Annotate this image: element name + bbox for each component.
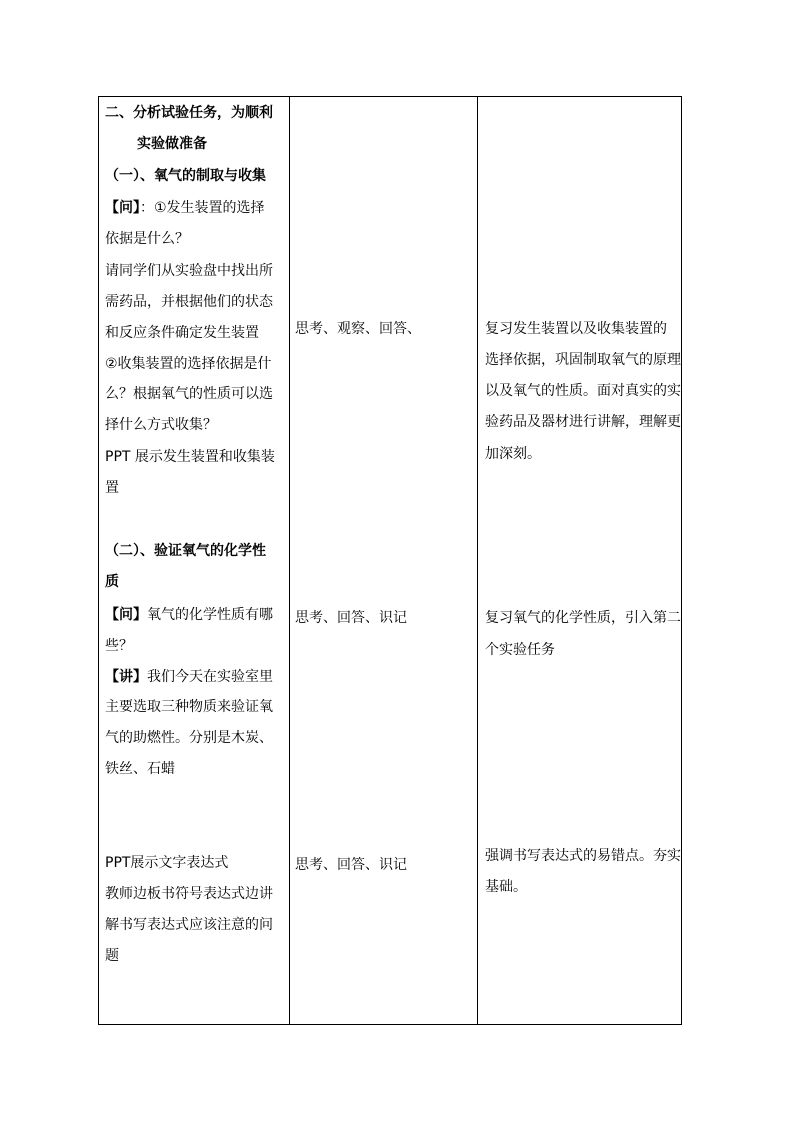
sub1-line5: 和反应条件确定发生装置 (105, 325, 259, 341)
sub2-jiang-line3: 气的助燃性。分别是木炭、 (105, 730, 273, 746)
lecture-label: 【讲】 (105, 669, 147, 685)
sub2-jiang-line4: 铁丝、石蜡 (105, 761, 175, 777)
sub2-question-line1: 【问】氧气的化学性质有哪 (105, 607, 273, 623)
sub1-line10: 置 (105, 480, 119, 496)
section2-title-line1: 二、分析试验任务，为顺利 (105, 105, 273, 121)
intent1-line4: 验药品及器材进行讲解，理解更 (485, 414, 681, 430)
sub3-line3: 解书写表达式应该注意的问 (105, 917, 273, 933)
sub1-question-line2: 依据是什么？ (105, 231, 189, 247)
sub1-line3: 请同学们从实验盘中找出所 (105, 263, 273, 279)
intent3-line2: 基础。 (485, 879, 527, 895)
intent1-line1: 复习发生装置以及收集装置的 (485, 321, 667, 337)
sub1-line7: 么？根据氧气的性质可以选 (105, 386, 273, 402)
intent2-line2: 个实验任务 (485, 642, 555, 658)
question-label: 【问】 (105, 200, 140, 216)
section2-title-line2: 实验做准备 (137, 136, 207, 152)
sub1-line4: 需药品，并根据他们的状态 (105, 294, 273, 310)
sub2-jiang-line2: 主要选取三种物质来验证氧 (105, 699, 273, 715)
sub1-question-line1: 【问】：①发生装置的选择 (105, 200, 265, 216)
question-label: 【问】 (105, 607, 147, 623)
column-divider-2 (477, 97, 478, 1024)
intent2-line1: 复习氧气的化学性质，引入第二 (485, 610, 681, 626)
design-intent-cell (485, 97, 679, 1024)
intent3-line1: 强调书写表达式的易错点。夯实 (485, 848, 681, 864)
student-activity-cell (295, 97, 473, 1024)
intent1-line3: 以及氧气的性质。面对真实的实 (485, 383, 681, 399)
student-activity-2: 思考、回答、识记 (295, 610, 407, 626)
sub3-line4: 题 (105, 948, 119, 964)
sub1-line8: 择什么方式收集？ (105, 417, 217, 433)
sub2-jiang-line1: 【讲】我们今天在实验室里 (105, 669, 273, 685)
intent1-line2: 选择依据，巩固制取氧气的原理 (485, 352, 681, 368)
sub2-title-line2: 质 (105, 574, 119, 590)
sub3-line1: PPT展示文字表达式 (105, 855, 229, 871)
teacher-activity-cell (105, 97, 287, 1024)
sub1-title: （一）、氧气的制取与收集 (105, 168, 266, 184)
lesson-plan-table (98, 96, 682, 1025)
sub2-question-line2: 些？ (105, 638, 133, 654)
sub1-line6: ②收集装置的选择依据是什 (105, 356, 272, 372)
sub3-line2: 教师边板书符号表达式边讲 (105, 886, 273, 902)
student-activity-3: 思考、回答、识记 (295, 857, 407, 873)
sub2-title-line1: （二）、验证氧气的化学性 (105, 543, 266, 559)
student-activity-1: 思考、观察、回答、 (295, 321, 421, 337)
intent1-line5: 加深刻。 (485, 446, 541, 462)
column-divider-1 (289, 97, 290, 1024)
sub1-line9: PPT 展示发生装置和收集装 (105, 449, 275, 465)
